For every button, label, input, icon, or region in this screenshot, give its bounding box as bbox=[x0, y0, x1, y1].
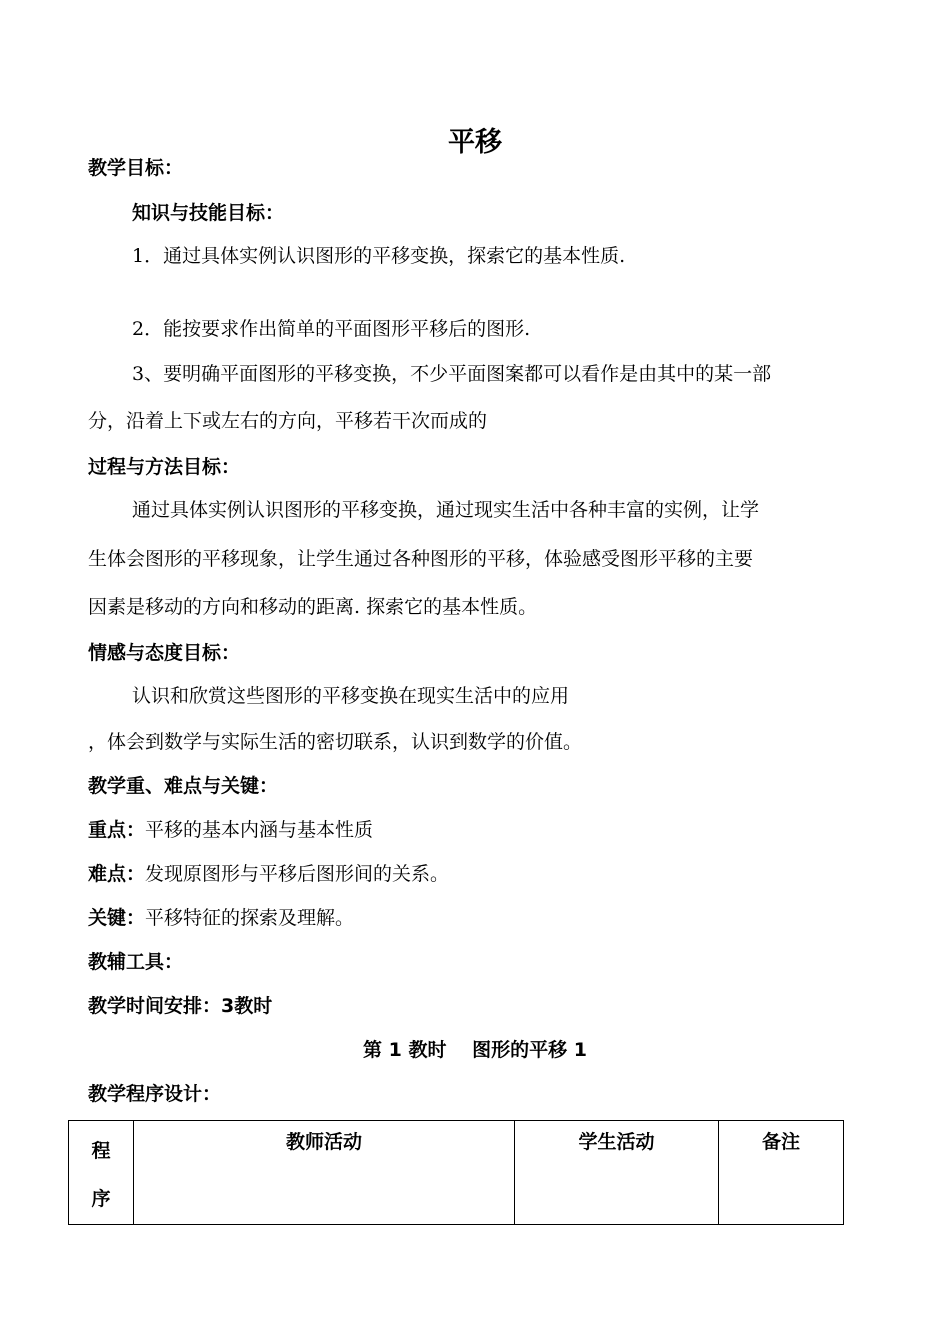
key-line bbox=[88, 905, 354, 931]
focus-text: 平移的基本内涵与基本性质 bbox=[145, 819, 374, 841]
process-line: 通过具体实例认识图形的平移变换，通过现实生活中各种丰富的实例，让学 bbox=[132, 499, 760, 521]
header-sequence-char: 序 bbox=[91, 1188, 111, 1210]
difficulty-text: 发现原图形与平移后图形间的关系。 bbox=[145, 863, 450, 885]
header-sequence-char: 程 bbox=[91, 1140, 111, 1162]
process-line: 因素是移动的方向和移动的距离. 探索它的基本性质。 bbox=[88, 596, 538, 618]
knowledge-heading: 知识与技能目标： bbox=[132, 202, 285, 224]
header-sequence bbox=[69, 1121, 134, 1225]
document-title: 平移 bbox=[448, 127, 502, 158]
header-student-activity: 学生活动 bbox=[515, 1121, 719, 1225]
focus-label: 重点： bbox=[88, 819, 146, 841]
lesson-title: 第 1 教时 图形的平移 1 bbox=[363, 1039, 587, 1061]
objectives-heading: 教学目标： bbox=[88, 157, 184, 179]
attitude-line: 认识和欣赏这些图形的平移变换在现实生活中的应用 bbox=[132, 685, 570, 707]
procedure-table bbox=[68, 1120, 844, 1225]
difficulty-label: 难点： bbox=[88, 863, 146, 885]
key-text: 平移特征的探索及理解。 bbox=[145, 907, 355, 929]
knowledge-item-2: 2．能按要求作出简单的平面图形平移后的图形. bbox=[132, 318, 531, 340]
table-header-row bbox=[69, 1121, 844, 1225]
header-remarks: 备注 bbox=[719, 1121, 844, 1225]
key-label: 关键： bbox=[88, 907, 146, 929]
process-line: 生体会图形的平移现象，让学生通过各种图形的平移，体验感受图形平移的主要 bbox=[88, 548, 754, 570]
header-teacher-activity: 教师活动 bbox=[134, 1121, 515, 1225]
knowledge-item-3-cont: 分，沿着上下或左右的方向，平移若干次而成的 bbox=[88, 410, 488, 432]
difficulty-line bbox=[88, 861, 449, 887]
knowledge-item-1: 1．通过具体实例认识图形的平移变换，探索它的基本性质. bbox=[132, 245, 626, 267]
knowledge-item-3: 3、要明确平面图形的平移变换，不少平面图案都可以看作是由其中的某一部 bbox=[132, 363, 772, 385]
attitude-line: ，体会到数学与实际生活的密切联系，认识到数学的价值。 bbox=[88, 731, 583, 753]
design-heading: 教学程序设计： bbox=[88, 1083, 222, 1105]
process-heading: 过程与方法目标： bbox=[88, 456, 241, 478]
focus-line bbox=[88, 817, 373, 843]
tools-heading: 教辅工具： bbox=[88, 951, 184, 973]
attitude-heading: 情感与态度目标： bbox=[88, 642, 241, 664]
schedule-line: 教学时间安排：3教时 bbox=[88, 995, 273, 1017]
keypoints-heading: 教学重、难点与关键： bbox=[88, 775, 279, 797]
